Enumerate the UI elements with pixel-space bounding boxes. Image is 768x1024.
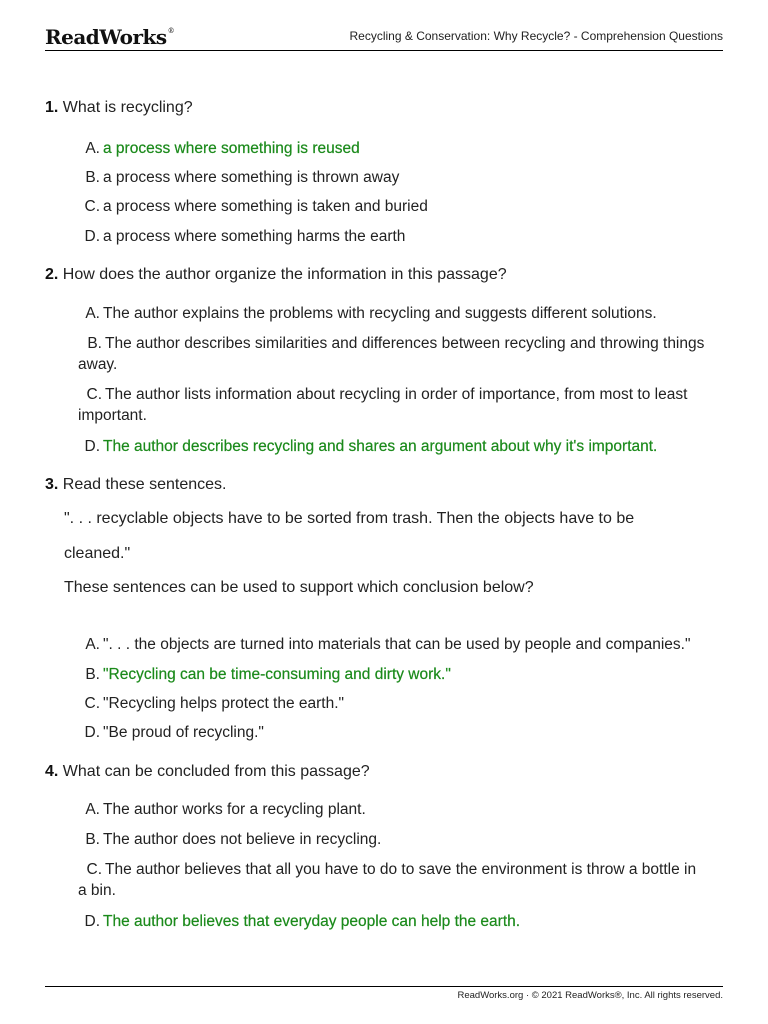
document-title: Recycling & Conservation: Why Recycle? - Comprehension Questions (349, 29, 723, 43)
question-number: 4. (45, 763, 59, 780)
option-letter: D. (84, 228, 100, 245)
option-letter: D. (84, 724, 100, 741)
option-letter: B. (85, 831, 100, 848)
option-text: a process where something is thrown away (103, 169, 400, 186)
option-letter: B. (85, 666, 100, 683)
option-text: ". . . the objects are turned into materials that can be used by people and companies." (103, 636, 691, 653)
copyright-footer: ReadWorks.org · © 2021 ReadWorks®, Inc. All rights reserved. (457, 990, 723, 1001)
q2-option-c (78, 384, 708, 426)
q1-option-c (78, 196, 708, 217)
option-letter: A. (85, 140, 100, 157)
option-text-correct: The author believes that everyday people can help the earth. (103, 913, 521, 930)
q2-option-a (78, 303, 708, 324)
option-letter: C. (86, 861, 102, 878)
question-number: 1. (45, 99, 59, 116)
q3-option-d (78, 722, 708, 743)
option-letter: D. (84, 913, 100, 930)
option-text: The author does not believe in recycling. (103, 831, 382, 848)
option-letter: C. (86, 386, 102, 403)
question-4 (45, 763, 370, 781)
quoted-sentences-line-2: cleaned." (64, 545, 131, 562)
q3-option-c (78, 693, 708, 714)
question-text: How does the author organize the information in this passage? (62, 266, 507, 283)
option-letter: C. (84, 198, 100, 215)
q4-option-c (78, 859, 708, 901)
option-text: a process where something is taken and buried (103, 198, 428, 215)
option-letter: B. (87, 335, 102, 352)
question-text: Read these sentences. (62, 476, 227, 493)
option-letter: B. (85, 169, 100, 186)
option-text: The author believes that all you have to do to save the environment is throw a bottle in a bin. (78, 861, 697, 899)
question-prompt: These sentences can be used to support which conclusion below? (64, 579, 534, 596)
option-letter: A. (85, 636, 100, 653)
option-letter: D. (84, 438, 100, 455)
q3-option-a (78, 634, 708, 655)
page-header (45, 22, 723, 51)
option-text: "Recycling helps protect the earth." (103, 695, 345, 712)
question-number: 3. (45, 476, 59, 493)
option-text-correct: a process where something is reused (103, 140, 360, 157)
q1-option-a (78, 138, 708, 159)
q2-option-b (78, 333, 708, 375)
option-letter: A. (85, 801, 100, 818)
question-number: 2. (45, 266, 59, 283)
option-letter: C. (84, 695, 100, 712)
option-letter: A. (85, 305, 100, 322)
question-2 (45, 266, 507, 284)
option-text: The author lists information about recycling in order of importance, from most to least important. (78, 386, 688, 424)
q4-option-b (78, 829, 708, 850)
option-text-correct: The author describes recycling and shares an argument about why it's important. (103, 438, 658, 455)
question-text: What can be concluded from this passage? (62, 763, 370, 780)
option-text: The author explains the problems with recycling and suggests different solutions. (103, 305, 657, 322)
option-text: a process where something harms the earth (103, 228, 406, 245)
q4-option-a (78, 799, 708, 820)
readworks-logo: ReadWorks® (45, 25, 175, 49)
option-text-correct: "Recycling can be time-consuming and dirty work." (103, 666, 451, 683)
q4-option-d (78, 911, 708, 932)
question-3 (45, 476, 226, 494)
question-1 (45, 99, 193, 117)
footer-divider (45, 986, 723, 987)
option-text: The author works for a recycling plant. (103, 801, 366, 818)
option-text: "Be proud of recycling." (103, 724, 264, 741)
q1-option-b (78, 167, 708, 188)
q3-option-b (78, 664, 708, 685)
q1-option-d (78, 226, 708, 247)
q2-option-d (78, 436, 708, 457)
option-text: The author describes similarities and differences between recycling and throwing things away. (78, 335, 705, 373)
question-text: What is recycling? (62, 99, 193, 116)
quoted-sentences-line-1: ". . . recyclable objects have to be sorted from trash. Then the objects have to be (64, 510, 635, 527)
